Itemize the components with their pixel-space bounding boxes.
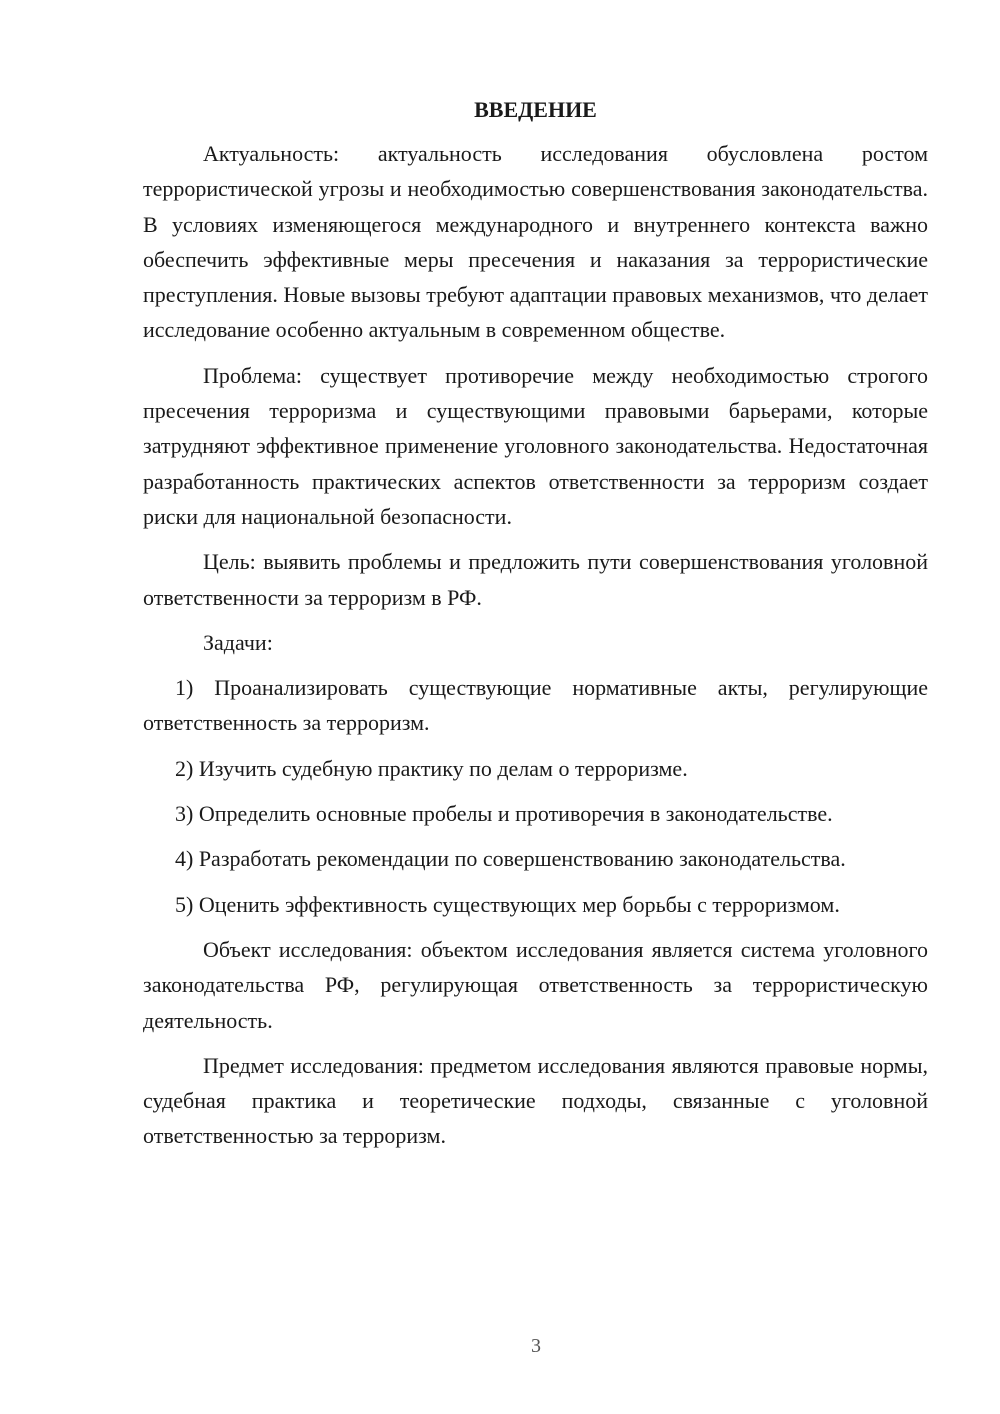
tasks-heading: Задачи: [203, 629, 273, 655]
page-number: 3 [531, 1335, 541, 1357]
document-body [143, 92, 928, 1164]
task-item-5: 5) Оценить эффективность существующих мер борьбы с терроризмом. [175, 891, 840, 917]
task-item-4: 4) Разработать рекомендации по совершенствованию законодательства. [175, 846, 846, 872]
task-item-3: 3) Определить основные пробелы и противоречия в законодательстве. [175, 801, 833, 827]
subject-paragraph: Предмет исследования: предметом исследования являются правовые нормы, судебная практика и теоретические подходы, связанные с уголовной ответственностью за терроризм. [143, 1052, 928, 1149]
task-item-1: 1) Проанализировать существующие нормативные акты, регулирующие ответственность за терроризм. [143, 675, 928, 736]
goal-paragraph: Цель: выявить проблемы и предложить пути совершенствования уголовной ответственности за терроризм в РФ. [143, 549, 928, 610]
relevance-paragraph: Актуальность: актуальность исследования обусловлена ростом террористической угрозы и необходимостью совершенствования законодательства. В условиях изменяющегося международного и внутреннего контекста важно обеспечить эффективные меры пресечения и наказания за террористические преступления. Новые вызовы требуют адаптации правовых механизмов, что делает исследование особенно актуальным в современном обществе. [143, 141, 928, 343]
problem-paragraph: Проблема: существует противоречие между необходимостью строгого пресечения терроризма и существующими правовыми барьерами, которые затрудняют эффективное применение уголовного законодательства. Недостаточная разработанность практических аспектов ответственности за терроризм создает риски для национальной безопасности. [143, 362, 928, 529]
section-title: ВВЕДЕНИЕ [474, 97, 597, 122]
task-item-2: 2) Изучить судебную практику по делам о терроризме. [175, 755, 688, 781]
object-paragraph: Объект исследования: объектом исследования является система уголовного законодательства РФ, регулирующая ответственность за террористическую деятельность. [143, 936, 928, 1033]
